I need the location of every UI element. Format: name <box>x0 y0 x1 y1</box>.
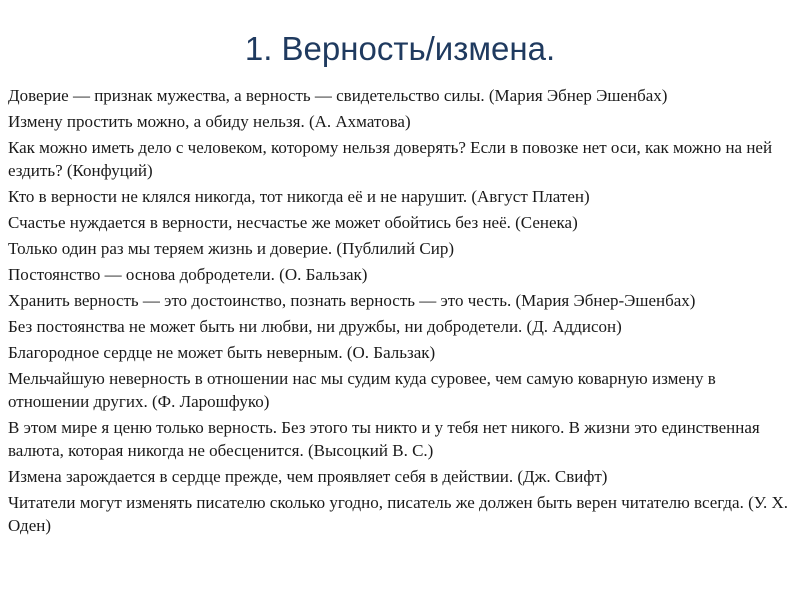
slide-title: 1. Верность/измена. <box>244 30 556 67</box>
quote-item: Хранить верность — это достоинство, познать верность — это честь. (Мария Эбнер-Эшенбах) <box>8 291 696 310</box>
quote-item: Измену простить можно, а обиду нельзя. (А. Ахматова) <box>8 112 411 131</box>
quote-item: Кто в верности не клялся никогда, тот никогда её и не нарушит. (Август Платен) <box>8 187 590 206</box>
quote-list <box>8 84 794 540</box>
quote-item: В этом мире я ценю только верность. Без этого ты никто и у тебя нет никого. В жизни это единственная валюта, которая никогда не обесценится. (Высоцкий В. С.) <box>8 418 760 460</box>
quote-item: Читатели могут изменять писателю сколько угодно, писатель же должен быть верен читателю всегда. (У. Х. Оден) <box>8 493 789 535</box>
quote-item: Как можно иметь дело с человеком, которому нельзя доверять? Если в повозке нет оси, как можно на ней ездить? (Конфуций) <box>8 138 773 180</box>
quote-item: Благородное сердце не может быть неверным. (О. Бальзак) <box>8 343 436 362</box>
quote-item: Постоянство — основа добродетели. (О. Бальзак) <box>8 265 368 284</box>
quote-item: Мельчайшую неверность в отношении нас мы судим куда суровее, чем самую коварную измену в отношении других. (Ф. Ларошфуко) <box>8 369 716 411</box>
quote-item: Без постоянства не может быть ни любви, ни дружбы, ни добродетели. (Д. Аддисон) <box>8 317 622 336</box>
quote-item: Только один раз мы теряем жизнь и доверие. (Публилий Сир) <box>8 239 454 258</box>
quote-item: Счастье нуждается в верности, несчастье же может обойтись без неё. (Сенека) <box>8 213 578 232</box>
quote-item: Доверие — признак мужества, а верность — свидетельство силы. (Мария Эбнер Эшенбах) <box>8 86 668 105</box>
quote-item: Измена зарождается в сердце прежде, чем проявляет себя в действии. (Дж. Свифт) <box>8 467 608 486</box>
